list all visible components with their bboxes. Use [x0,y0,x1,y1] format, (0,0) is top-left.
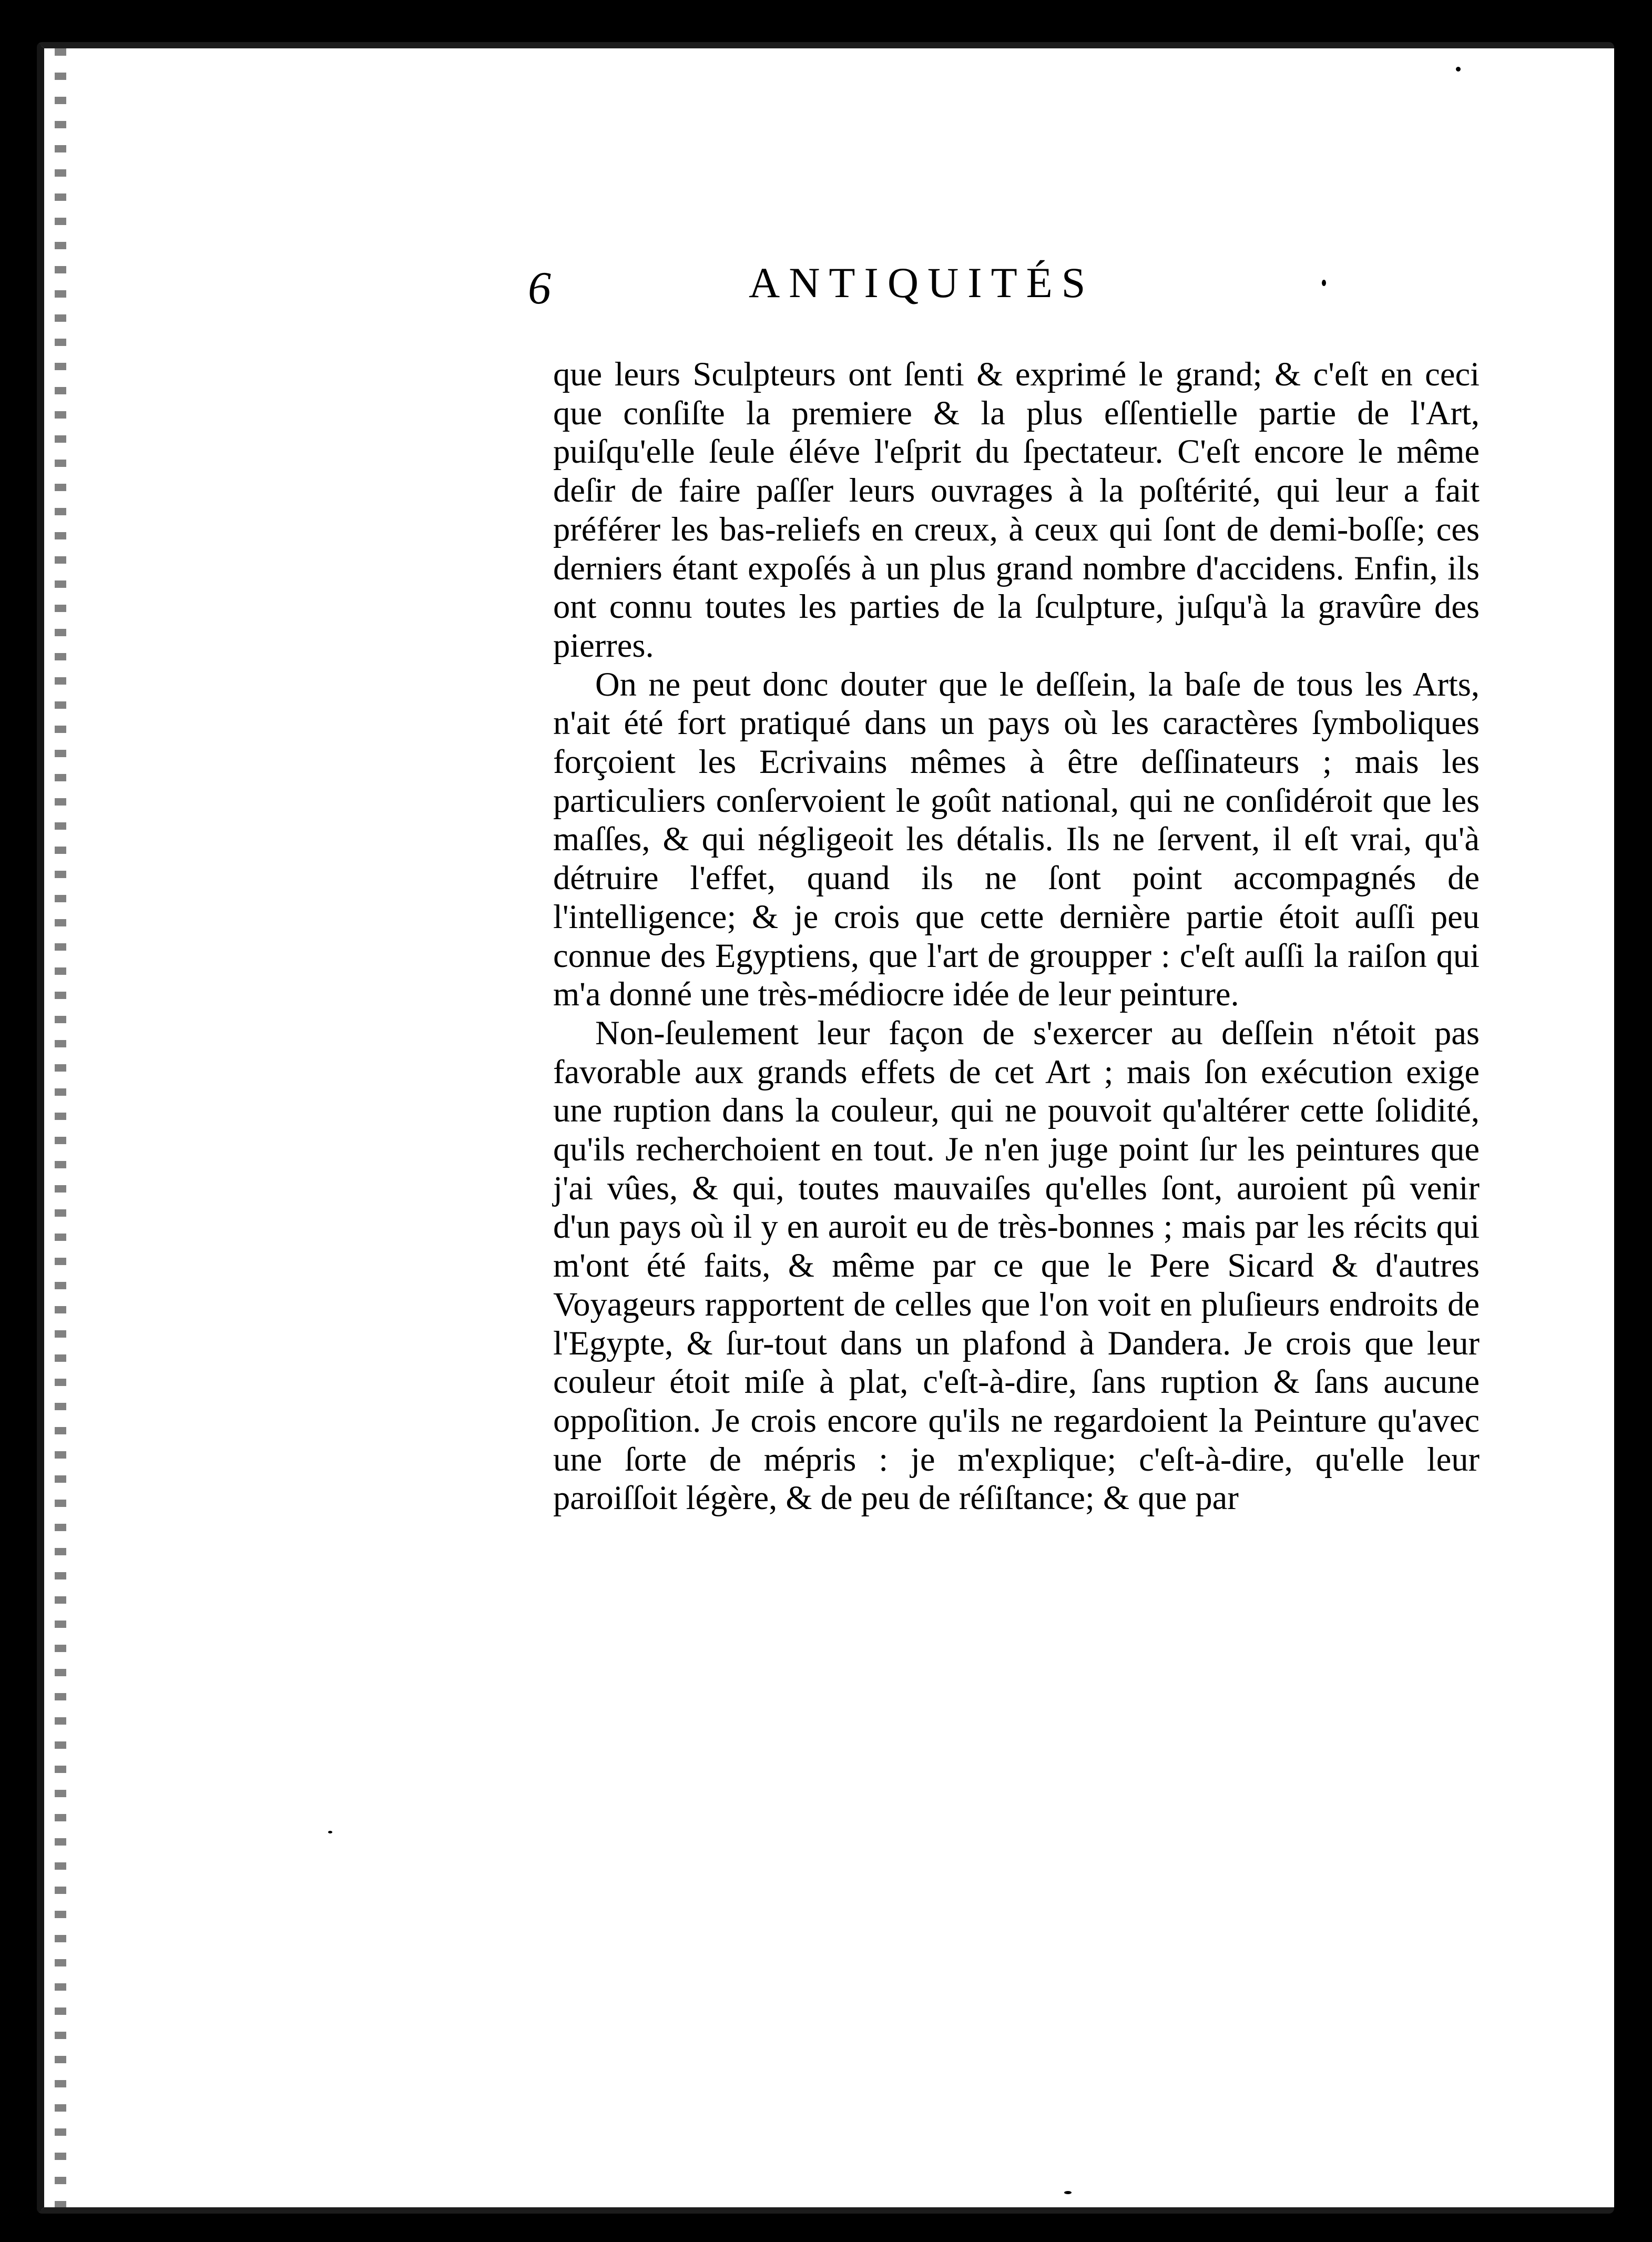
ink-speck [1322,280,1326,286]
ink-speck [1064,2191,1072,2194]
paragraph: Non-ſeulement leur façon de s'exercer au deſſein n'étoit pas favorable aux grands effets de cet Art ; mais ſon exécution exige une ruption dans la couleur, qui ne pouvoit qu'altérer cette ſolidité, qu'ils recherchoient en tout. Je n'en juge point ſur les peintures que j'ai vûes, & qui, toutes mauvaiſes qu'elles ſont, auroient pû venir d'un pays où il y en auroit eu de très-bonnes ; mais par les récits qui m'ont été faits, & même par ce que le Pere Sicard & d'autres Voyageurs rapportent de celles que l'on voit en pluſieurs endroits de l'Egypte, & ſur-tout dans un plafond à Dandera. Je crois que leur couleur étoit miſe à plat, c'eſt-à-dire, ſans ruption & ſans aucune oppoſition. Je crois encore qu'ils ne regardoient la Peinture qu'avec une ſorte de mépris : je m'explique; c'eſt-à-dire, qu'elle leur paroiſſoit légère, & de peu de réſiſtance; & que par [553,1014,1480,1517]
body-text [553,355,1480,1517]
paragraph: que leurs Sculpteurs ont ſenti & exprimé le grand; & c'eſt en ceci que conſiſte la premiere & la plus eſſentielle partie de l'Art, puiſqu'elle ſeule éléve l'eſprit du ſpectateur. C'eſt encore le même deſir de faire paſſer leurs ouvrages à la poſtérité, qui leur a fait préférer les bas-reliefs en creux, à ceux qui ſont de demi-boſſe; ces derniers étant expoſés à un plus grand nombre d'accidens. Enfin, ils ont connu toutes les parties de la ſculpture, juſqu'à la gravûre des pierres. [553,355,1480,664]
page-header [528,256,1369,345]
paragraph: On ne peut donc douter que le deſſein, la baſe de tous les Arts, n'ait été fort pratiqué dans un pays où les caractères ſymboliques forçoient les Ecrivains mêmes à être deſſinateurs ; mais les particuliers conſervoient le goût national, qui ne conſidéroit que les maſſes, & qui négligeoit les détalis. Ils ne ſervent, il eſt vrai, qu'à détruire l'effet, quand ils ne ſont point accompagnés de l'intelligence; & je crois que cette dernière partie étoit auſſi peu connue des Egyptiens, que l'art de groupper : c'eſt auſſi la raiſon qui m'a donné une très-médiocre idée de leur peinture. [553,665,1480,1013]
ink-speck [328,1831,332,1833]
page-number: 6 [528,263,551,314]
page-sheet [37,42,1614,2214]
running-title: ANTIQUITÉS [749,259,1095,307]
ink-speck [1456,67,1461,72]
